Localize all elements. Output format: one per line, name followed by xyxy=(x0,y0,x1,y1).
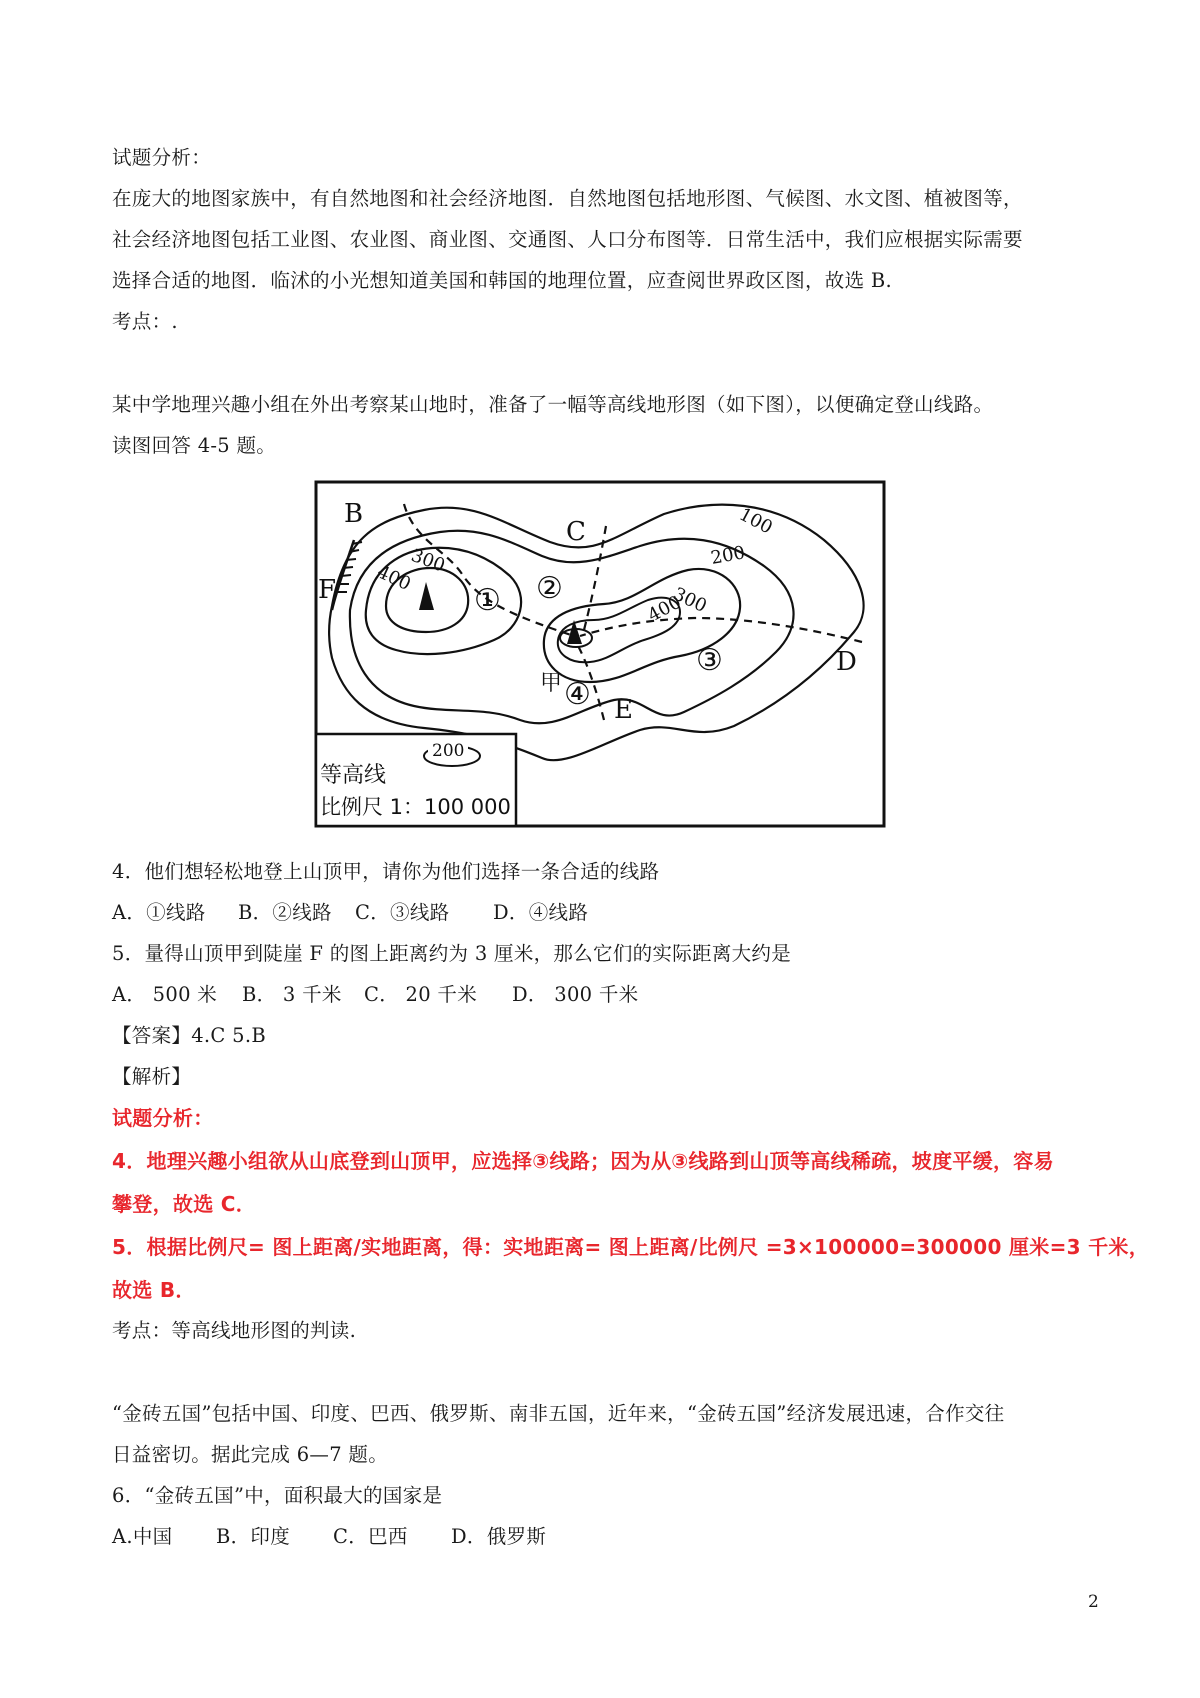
contour-label-400-right: 400 xyxy=(644,591,685,627)
analysis-heading-q3: 试题分析： xyxy=(112,146,212,169)
contour-label-300-right: 300 xyxy=(669,583,710,618)
contour-label-300-left: 300 xyxy=(408,544,448,577)
intro-q67-line2: 日益密切。据此完成 6—7 题。 xyxy=(112,1443,389,1466)
kaodian-q45: 考点：等高线地形图的判读. xyxy=(112,1319,357,1342)
legend-sample-value: 200 xyxy=(432,741,465,761)
analysis-q3-line3: 选择合适的地图．临沭的小光想知道美国和韩国的地理位置，应查阅世界政区图，故选 B. xyxy=(112,269,893,292)
intro-q45-line2: 读图回答 4-5 题。 xyxy=(112,434,277,457)
q4-option-c: C．③线路 xyxy=(355,901,450,924)
q4-option-d: D．④线路 xyxy=(493,901,589,924)
contour-map xyxy=(314,480,886,828)
q5-option-b: B． 3 千米 xyxy=(242,983,342,1006)
question-6: 6．“金砖五国”中，面积最大的国家是 xyxy=(112,1484,443,1507)
question-6-options xyxy=(112,1523,546,1551)
contour-map-figure xyxy=(314,480,886,828)
label-c: C xyxy=(566,517,586,547)
label-route-3: ③ xyxy=(696,643,723,678)
contour-label-400-left: 400 xyxy=(373,561,414,596)
page-number: 2 xyxy=(1088,1592,1099,1612)
kaodian-q3: 考点：. xyxy=(112,310,178,333)
intro-q45-line1: 某中学地理兴趣小组在外出考察某山地时，准备了一幅等高线地形图（如下图），以便确定登山线路。 xyxy=(112,393,994,416)
legend-contour-label: 等高线 xyxy=(320,763,387,788)
analysis-q5-line1: 5．根据比例尺= 图上距离/实地距离，得：实地距离= 图上距离/比例尺 =3×100000=300000 厘米=3 千米， xyxy=(112,1235,1150,1259)
label-route-1: ① xyxy=(474,583,501,618)
analysis-q5-line2: 故选 B． xyxy=(112,1278,196,1302)
label-e: E xyxy=(614,695,633,725)
analysis-q4-line1: 4．地理兴趣小组欲从山底登到山顶甲，应选择③线路；因为从③线路到山顶等高线稀疏，坡度平缓，容易 xyxy=(112,1149,1054,1173)
q6-option-b: B．印度 xyxy=(216,1525,291,1548)
intro-q67-line1: “金砖五国”包括中国、印度、巴西、俄罗斯、南非五国，近年来，“金砖五国”经济发展迅速，合作交往 xyxy=(112,1402,1005,1425)
label-f: F xyxy=(318,575,337,605)
q5-option-c: C． 20 千米 xyxy=(364,983,478,1006)
analysis-q3-line2: 社会经济地图包括工业图、农业图、商业图、交通图、人口分布图等．日常生活中，我们应根据实际需要 xyxy=(112,228,1023,251)
legend-scale-label: 比例尺 1：100 000 xyxy=(320,795,511,819)
question-4: 4．他们想轻松地登上山顶甲，请你为他们选择一条合适的线路 xyxy=(112,860,660,883)
question-5: 5．量得山顶甲到陡崖 F 的图上距离约为 3 厘米，那么它们的实际距离大约是 xyxy=(112,942,792,965)
answer-line: 【答案】4.C 5.B xyxy=(112,1024,266,1047)
question-4-options xyxy=(112,899,588,927)
q5-option-a: A． 500 米 xyxy=(112,983,218,1006)
analysis-q3-line1: 在庞大的地图家族中，有自然地图和社会经济地图．自然地图包括地形图、气候图、水文图、植被图等， xyxy=(112,187,1023,210)
contour-label-200: 200 xyxy=(709,542,747,569)
q6-option-c: C．巴西 xyxy=(333,1525,408,1548)
label-peak-jia: 甲 xyxy=(540,671,563,696)
q6-option-a: A.中国 xyxy=(112,1525,173,1548)
q4-option-b: B．②线路 xyxy=(238,901,332,924)
label-d: D xyxy=(836,647,857,677)
jiexi-heading: 【解析】 xyxy=(112,1065,192,1088)
label-b: B xyxy=(344,499,364,529)
analysis-heading-q45: 试题分析： xyxy=(112,1106,214,1130)
q6-option-d: D．俄罗斯 xyxy=(451,1525,547,1548)
q5-option-d: D． 300 千米 xyxy=(512,983,639,1006)
analysis-q4-line2: 攀登，故选 C． xyxy=(112,1192,257,1216)
question-5-options xyxy=(112,981,638,1009)
label-route-2: ② xyxy=(536,571,563,606)
label-route-4: ④ xyxy=(564,677,591,712)
contour-label-100: 100 xyxy=(735,503,776,539)
q4-option-a: A．①线路 xyxy=(112,901,206,924)
